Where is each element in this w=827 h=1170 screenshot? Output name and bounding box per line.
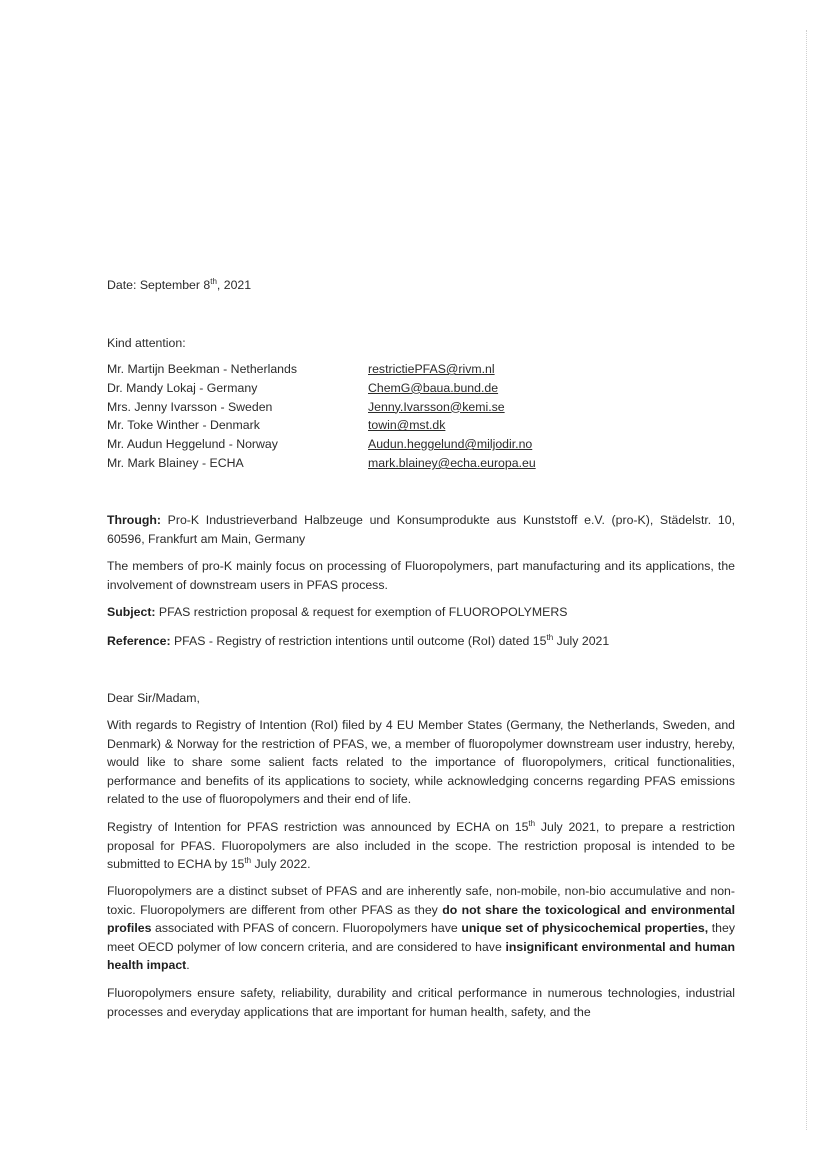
p3-text-d: they meet OECD polymer of low concern criteria, and are considered to have: [107, 921, 735, 954]
recipient-email-link[interactable]: Audun.heggelund@miljodir.no: [368, 437, 533, 452]
attention-line: Kind attention:: [107, 336, 186, 350]
recipient-row: [107, 379, 735, 398]
p2-sup-2: th: [244, 855, 252, 865]
through-paragraph: [107, 511, 735, 548]
p3-bold-1: do not share the toxicological and environmental profiles: [107, 902, 735, 935]
date-year: , 2021: [216, 278, 252, 292]
recipient-row: [107, 360, 735, 379]
subject-line: [107, 603, 735, 622]
date-label: Date:: [107, 278, 137, 292]
p2-text-c: July 2022.: [251, 857, 311, 871]
reference-text: PFAS - Registry of restriction intentions until outcome (RoI) dated 15: [170, 634, 547, 648]
recipient-name: Mr. Toke Winther - Denmark: [107, 418, 260, 433]
reference-sup: th: [546, 632, 554, 642]
recipient-name: Mr. Mark Blainey - ECHA: [107, 455, 244, 470]
recipient-row: [107, 416, 735, 435]
recipient-row: [107, 398, 735, 417]
salutation: Dear Sir/Madam,: [107, 691, 200, 705]
recipient-name: Dr. Mandy Lokaj - Germany: [107, 380, 258, 395]
date-sup: th: [210, 276, 217, 286]
paragraph-4: Fluoropolymers ensure safety, reliability, durability and critical performance in numerous technologies, industrial processes and everyday applications that are important for human health, safety, and the: [107, 986, 735, 1019]
p2-text-b: July 2021, to prepare a restriction proposal for PFAS. Fluoropolymers are also included in the scope. The restriction proposal is intended to be submitted to ECHA by 15: [107, 820, 736, 871]
subject-label: Subject:: [107, 605, 156, 619]
through-label: Through:: [107, 513, 161, 527]
p3-text-a: Fluoropolymers are a distinct subset of PFAS and are inherently safe, non-mobile, non-bio accumulative and non-toxic. Fluoropolymers are different from other PFAS as they: [107, 884, 735, 917]
recipient-name: Mr. Martijn Beekman - Netherlands: [107, 362, 297, 376]
p3-text-c: associated with PFAS of concern. Fluoropolymers have: [151, 921, 462, 935]
date-line: [107, 276, 251, 295]
recipient-email-link[interactable]: mark.blainey@echa.europa.eu: [368, 455, 536, 470]
recipient-row: [107, 435, 735, 454]
paragraph-1: With regards to Registry of Intention (RoI) filed by 4 EU Member States (Germany, the Netherlands, Sweden, and Denmark) & Norway for the restriction of PFAS, we, a member of fluoropolymer downstream user industry, hereby, would like to share some salient facts related to the importance of fluoropolymers, critical functionalities, performance and benefits of its applications to society, while acknowledging concerns regarding PFAS emissions related to the use of fluoropolymers and their end of life.: [107, 718, 735, 806]
p2-sup-1: th: [528, 818, 536, 828]
members-paragraph: The members of pro-K mainly focus on processing of Fluoropolymers, part manufacturing and its applications, the involvement of downstream users in PFAS process.: [107, 559, 735, 592]
recipient-email-link[interactable]: ChemG@baua.bund.de: [368, 380, 499, 395]
recipient-email-link[interactable]: Jenny.Ivarsson@kemi.se: [368, 399, 505, 414]
recipient-email-link[interactable]: towin@mst.dk: [368, 418, 446, 433]
reference-line: [107, 632, 735, 651]
reference-label: Reference:: [107, 634, 171, 648]
paragraph-3: [107, 882, 735, 975]
p2-text-a: Registry of Intention for PFAS restriction was announced by ECHA on 15: [107, 820, 529, 834]
recipient-name: Mr. Audun Heggelund - Norway: [107, 437, 278, 452]
date-text: September 8: [139, 278, 211, 292]
recipient-email-link[interactable]: restrictiePFAS@rivm.nl: [368, 362, 495, 376]
p3-text-e: .: [186, 958, 190, 972]
paragraph-2: [107, 818, 735, 874]
through-text: Pro-K Industrieverband Halbzeuge und Konsumprodukte aus Kunststoff e.V. (pro-K), Städelstr. 10, 60596, Frankfurt am Main, Germany: [107, 513, 735, 546]
subject-text: PFAS restriction proposal & request for exemption of FLUOROPOLYMERS: [155, 605, 568, 619]
p3-bold-3: insignificant environmental and human health impact: [107, 939, 735, 972]
recipient-list: [107, 360, 735, 473]
scan-edge-line: [806, 30, 807, 1130]
recipient-name: Mrs. Jenny Ivarsson - Sweden: [107, 399, 273, 414]
reference-tail: July 2021: [553, 634, 610, 648]
p3-bold-2: unique set of physicochemical properties,: [461, 921, 709, 935]
recipient-row: [107, 454, 735, 473]
